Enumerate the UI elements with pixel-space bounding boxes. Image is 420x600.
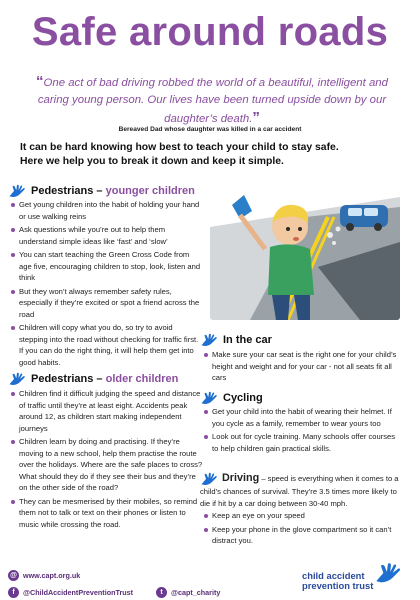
younger-children-list (11, 199, 203, 370)
list-item: Look out for cycle training. Many schools offer courses to help children gain practical skills. (204, 431, 400, 454)
web-icon: @ (8, 570, 19, 581)
list-item: Make sure your car seat is the right one for your child’s height and weight and for your car - not all seats fit all cars (204, 349, 400, 384)
driving-list (204, 510, 400, 549)
list-item: Get young children into the habit of holding your hand or use walking reins (11, 199, 203, 222)
logo-text (302, 571, 373, 592)
facebook-link[interactable] (8, 587, 133, 598)
child-crossing-illustration (210, 187, 400, 320)
twitter-text: @capt_charity (171, 588, 221, 597)
website-link[interactable] (8, 570, 80, 581)
driving-heading: Driving (222, 472, 260, 484)
list-item: Keep your phone in the glove compartment so it can’t distract you. (204, 524, 400, 547)
heading-label: Pedestrians – (31, 373, 103, 385)
website-text: www.capt.org.uk (23, 571, 81, 580)
open-quote-mark: “ (36, 73, 44, 90)
list-item: But they won’t always remember safety rules, especially if they’re excited or spot a friend across the road (11, 286, 203, 321)
page-title: Safe around roads (31, 10, 389, 54)
facebook-text: @ChildAccidentPreventionTrust (23, 588, 134, 597)
older-children-list (11, 388, 203, 532)
capt-logo (302, 560, 402, 594)
heading-label: In the car (223, 334, 272, 346)
logo-hand-icon (374, 562, 402, 584)
hand-icon (200, 333, 218, 347)
logo-line-2: prevention trust (302, 580, 374, 592)
twitter-icon: t (156, 587, 167, 598)
cycling-list (204, 406, 400, 456)
twitter-link[interactable] (156, 587, 220, 598)
list-item: Children learn by doing and practising. If they’re moving to a new school, help them practise the route over the holidays. Where are the safe places to cross? What should they do if they see their bus and they’re on the other side of the road? (11, 436, 203, 494)
hand-icon (8, 372, 26, 386)
intro-line-1: It can be hard knowing how best to teach your child to stay safe. (20, 142, 339, 153)
list-item: Children will copy what you do, so try to avoid stepping into the road without checking for traffic first. If you can do the right thing, it will help them get into good habits. (11, 322, 203, 368)
list-item: Keep an eye on your speed (204, 510, 400, 522)
hand-icon (200, 472, 218, 486)
younger-children-heading (8, 184, 195, 198)
quote (22, 72, 402, 129)
heading-accent: younger children (105, 185, 195, 197)
list-item: Get your child into the habit of wearing their helmet. If you cycle as a family, remember to wear yours too (204, 406, 400, 429)
intro-line-2: Here we help you to break it down and keep it simple. (20, 156, 284, 168)
logo-line-1: child accident (302, 570, 365, 581)
hand-icon (200, 391, 218, 405)
driving-text: – speed is everything when it comes to a child’s chances of survival. They’re 3.5 times more likely to die if hit by a car doing between 30-40 mph. (200, 474, 399, 508)
in-the-car-heading (200, 333, 272, 347)
list-item: They can be mesmerised by their mobiles, so remind them not to talk or text on their phones or listen to music while crossing the road. (11, 496, 203, 531)
list-item: You can start teaching the Green Cross Code from age five, encouraging children to stop, look, listen and think (11, 249, 203, 284)
hand-icon (8, 184, 26, 198)
cycling-heading (200, 391, 263, 405)
in-the-car-list (204, 349, 400, 386)
quote-attribution: Bereaved Dad whose daughter was killed in a car accident (118, 126, 302, 133)
intro (20, 141, 400, 170)
child-crossing-picture (210, 187, 400, 320)
driving-section (200, 470, 402, 509)
heading-label: Cycling (223, 392, 263, 404)
facebook-icon: f (8, 587, 19, 598)
heading-accent: older children (105, 373, 179, 385)
list-item: Children find it difficult judging the speed and distance of traffic until they’re at least eight. Accidents peak around 12, as children start making independent journeys (11, 388, 203, 434)
list-item: Ask questions while you’re out to help them understand simple ideas like ‘fast’ and ‘slow’ (11, 224, 203, 247)
quote-text: One act of bad driving robbed the world of a beautiful, intelligent and caring young person. Our lives have been turned upside down by our daughter’s death. (37, 77, 388, 126)
heading-label: Pedestrians – (31, 185, 103, 197)
close-quote-mark: ” (252, 109, 260, 127)
older-children-heading (8, 372, 178, 386)
